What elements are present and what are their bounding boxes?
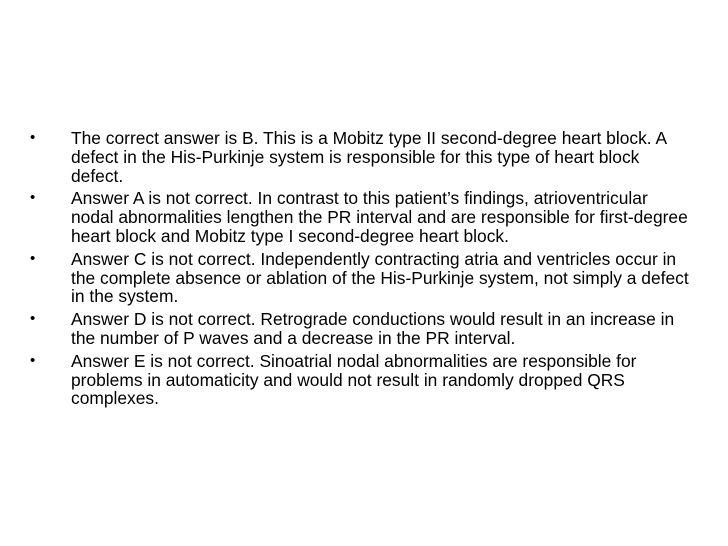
bullet-dot-icon: • — [30, 189, 36, 207]
bullet-dot-icon: • — [30, 310, 36, 328]
bullet-text: Answer A is not correct. In contrast to this patient’s findings, atrioventricular nodal abnormalities lengthen the PR interval and are responsible for first-degree heart block and Mobitz type I second-degree heart block. — [71, 188, 688, 246]
bullet-dot-icon: • — [30, 129, 36, 146]
bullet-text: Answer E is not correct. Sinoatrial nodal abnormalities are responsible for problems in automaticity and would not result in randomly dropped QRS complexes. — [71, 350, 637, 409]
bullet-item-answer-d — [30, 310, 690, 348]
bullet-list — [30, 129, 690, 412]
bullet-item-answer-a — [30, 189, 690, 245]
bullet-text: Answer C is not correct. Independently contracting atria and ventricles occur in the complete absence or ablation of the His-Purkinje system, not simply a defect in the system. — [71, 248, 689, 307]
bullet-item-answer-b — [30, 129, 690, 185]
bullet-item-answer-c — [30, 250, 690, 306]
bullet-item-answer-e — [30, 352, 690, 408]
bullet-dot-icon: • — [30, 249, 36, 267]
bullet-text: Answer D is not correct. Retrograde conductions would result in an increase in the number of P waves and a decrease in the PR interval. — [71, 309, 675, 348]
bullet-dot-icon: • — [30, 351, 36, 369]
bullet-text: The correct answer is B. This is a Mobitz type II second-degree heart block. A defect in the His-Purkinje system is responsible for this type of heart block defect. — [71, 128, 667, 186]
